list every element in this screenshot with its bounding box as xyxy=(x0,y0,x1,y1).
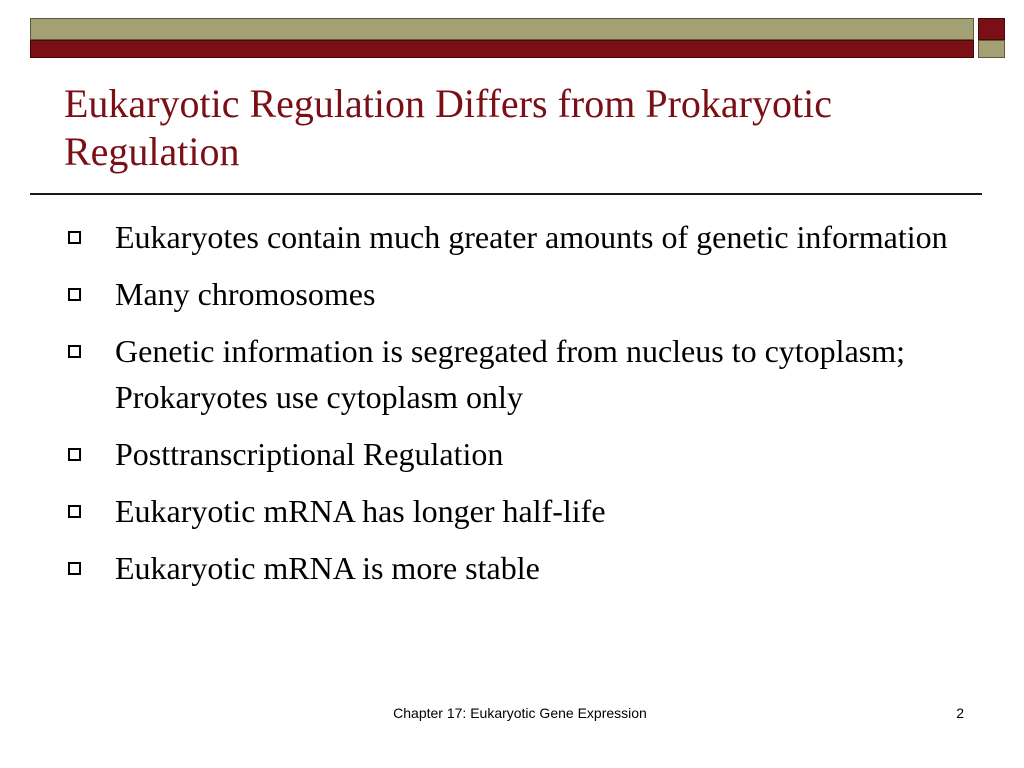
hollow-square-icon xyxy=(68,345,81,358)
bullet-text: Eukaryotes contain much greater amounts of genetic information xyxy=(115,219,948,255)
bullet-text: Genetic information is segregated from nucleus to cytoplasm; Prokaryotes use cytoplasm only xyxy=(115,333,905,415)
title-divider xyxy=(30,193,982,195)
hollow-square-icon xyxy=(68,505,81,518)
page-number: 2 xyxy=(956,705,964,721)
bullet-item xyxy=(64,271,964,317)
bullet-text: Posttranscriptional Regulation xyxy=(115,436,504,472)
hollow-square-icon xyxy=(68,288,81,301)
header-olive-band xyxy=(30,18,974,40)
hollow-square-icon xyxy=(68,562,81,575)
corner-olive-square xyxy=(978,40,1005,58)
bullet-item xyxy=(64,431,964,477)
bullet-item xyxy=(64,328,964,420)
bullet-item xyxy=(64,214,964,260)
bullet-text: Many chromosomes xyxy=(115,276,376,312)
bullet-item xyxy=(64,488,964,534)
footer-chapter-title: Chapter 17: Eukaryotic Gene Expression xyxy=(393,705,647,721)
bullet-list xyxy=(64,214,964,602)
hollow-square-icon xyxy=(68,448,81,461)
slide-title: Eukaryotic Regulation Differs from Prokaryotic Regulation xyxy=(64,81,832,174)
header-maroon-band xyxy=(30,40,974,58)
bullet-text: Eukaryotic mRNA is more stable xyxy=(115,550,540,586)
bullet-text: Eukaryotic mRNA has longer half-life xyxy=(115,493,606,529)
bullet-item xyxy=(64,545,964,591)
hollow-square-icon xyxy=(68,231,81,244)
corner-maroon-square xyxy=(978,18,1005,40)
